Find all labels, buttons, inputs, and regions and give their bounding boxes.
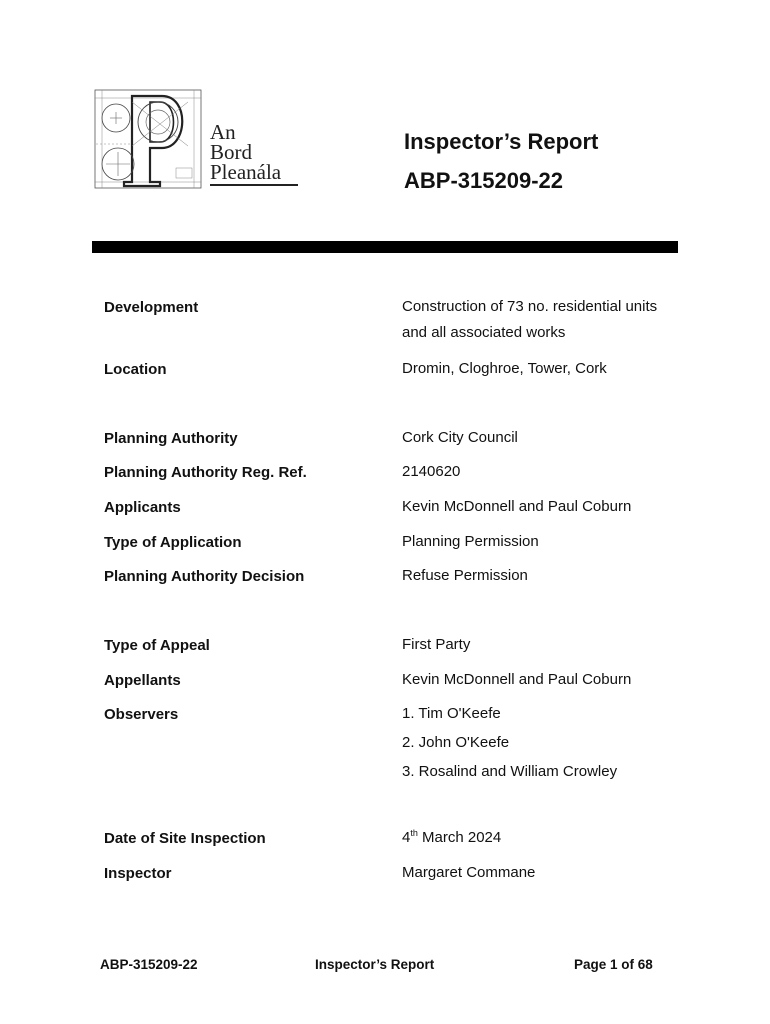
inspection-day: 4 [402, 829, 411, 846]
field-label: Planning Authority Reg. Ref. [104, 464, 307, 481]
field-value: Kevin McDonnell and Paul Coburn [402, 671, 632, 688]
field-value: Margaret Commane [402, 864, 536, 881]
observer-item: 1. Tim O'Keefe [402, 705, 501, 722]
footer-page-number: Page 1 of 68 [574, 957, 653, 972]
field-value-line: and all associated works [402, 324, 566, 341]
logo-line-bord: Bord [210, 140, 252, 164]
field-value: 2140620 [402, 463, 461, 480]
field-label: Applicants [104, 499, 181, 516]
field-value: Dromin, Cloghroe, Tower, Cork [402, 360, 607, 377]
field-value: Kevin McDonnell and Paul Coburn [402, 498, 632, 515]
observer-item: 2. John O'Keefe [402, 734, 510, 751]
field-label: Type of Appeal [104, 637, 210, 654]
inspection-day-ordinal: th [410, 828, 418, 838]
observers-list [402, 699, 617, 786]
field-value: Refuse Permission [402, 567, 528, 584]
pleanala-p-emblem-icon [92, 88, 204, 192]
an-bord-pleanala-logo [92, 88, 302, 198]
logo-line-an: An [210, 120, 236, 144]
field-value [402, 294, 657, 346]
footer-title: Inspector’s Report [315, 957, 435, 972]
footer-reference: ABP-315209-22 [100, 957, 198, 972]
field-label: Planning Authority [104, 430, 238, 447]
field-label: Type of Application [104, 534, 242, 551]
inspection-month-year: March 2024 [417, 829, 502, 846]
report-reference: ABP-315209-22 [404, 168, 563, 193]
logo-line-pleanala: Pleanála [210, 160, 282, 184]
field-value: First Party [402, 636, 471, 653]
field-value: Cork City Council [402, 429, 518, 446]
observer-item: 3. Rosalind and William Crowley [402, 763, 618, 780]
field-label: Location [104, 361, 167, 378]
logo-underline [210, 184, 298, 186]
logo-wordmark [210, 122, 281, 182]
field-label: Date of Site Inspection [104, 830, 266, 847]
field-label: Planning Authority Decision [104, 568, 305, 585]
field-label: Observers [104, 706, 179, 723]
field-label: Appellants [104, 672, 181, 689]
header-divider [92, 241, 678, 253]
report-title: Inspector’s Report [404, 129, 599, 154]
field-value-line: Construction of 73 no. residential units [402, 298, 658, 315]
field-label: Development [104, 299, 199, 316]
field-value [402, 825, 501, 851]
field-value: Planning Permission [402, 533, 539, 550]
field-label: Inspector [104, 865, 172, 882]
